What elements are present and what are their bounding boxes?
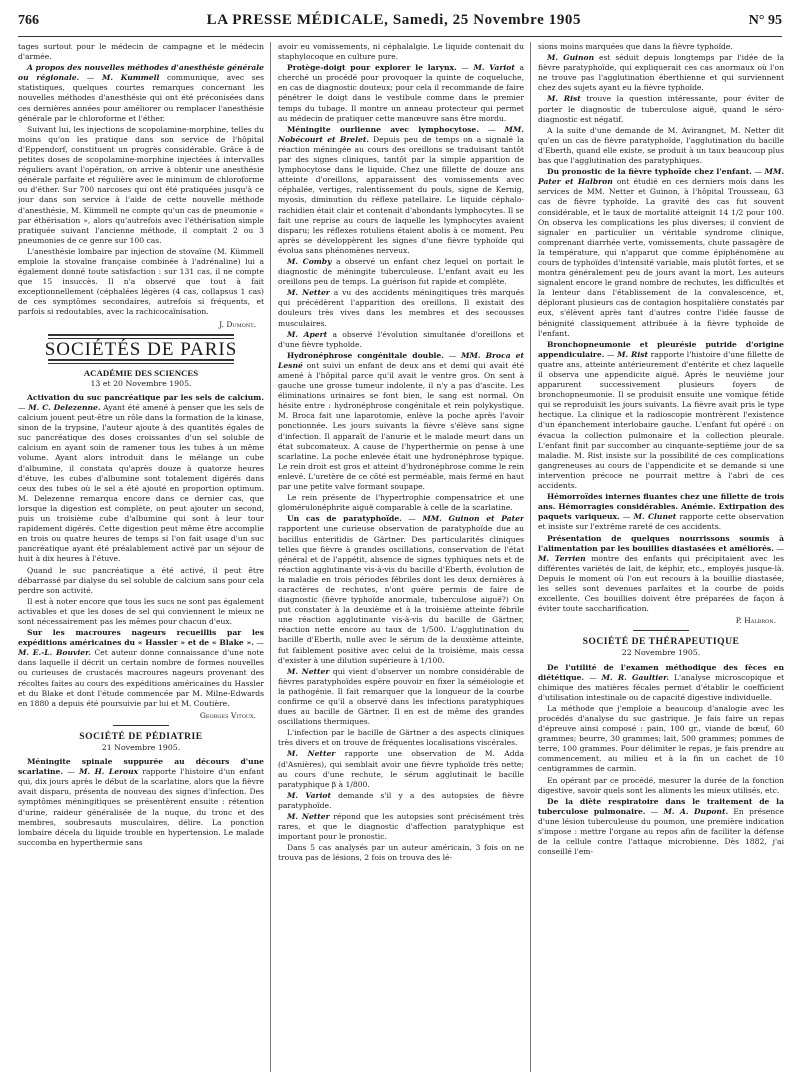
article-title: Méningite spinale suppurée au décours d'une scarlatine. [18,757,264,777]
paragraph [278,257,524,287]
article-title: Protège-doigt pour explorer le larynx. [287,63,457,73]
author: M. H. Leroux [79,767,139,777]
author: M. Comby [287,256,332,266]
society-heading: SOCIÉTÉ DE PÉDIATRIE [79,730,203,742]
article-text: a vu des accidents méningitiques très marqués qui précédèrent l'apparition des oreillons. Il existait des douleurs très vives dans les membres et des secousses musculaires. [278,288,524,328]
society-heading: ACADÉMIE DES SCIENCES [83,367,199,378]
article-text: est séduit depuis longtemps par l'idée de la fièvre paratyphoïde, qui expliquerait ces cas anormaux où l'on ne trouve pas l'agglutination éberthienne et qui surviennent chez des sujets ayant eu la fièvre typhoïde. [538,53,784,93]
author: M. A. Dupont. [663,806,729,816]
paragraph: A propos des nouvelles méthodes d'anesthésie générale ou régionale. — M. Kummell communique, avec ses statistiques, quelques courtes remarques concernant les nouvelles méthodes d'anesthésie qui ont été préconisées dans ces dernières années pour améliorer ou remplacer l'anesthésie générale par le chloroforme et l'éther. [18,63,264,123]
issue-number: N° 95 [748,13,782,28]
author: M. Netter [287,749,336,759]
article-text: a observé l'évolution simultanée d'oreillons et d'une fièvre typhoïde. [278,329,524,349]
paragraph: Un cas de paratyphoïde. — MM. Guinon et Pater rapportent une curieuse observation de paratyphoïde due au bacillus enteritidis de Gärtner. Des particularités cliniques telles que fièvre à grandes oscillations, conservation de l'état général et de l'appétit, absence de signes typhiques nets et de réaction agglutinante vis-à-vis du bacille d'Eberth, évolution de la maladie en trois périodes fébriles dont les deux dernières à caractères de rechutes, n'ont guère permis de faire de diagnostic (fièvre typhoïde anormale, tuberculose aiguë?) On put constater à la deuxième et à la troisième atteinte fébrile une réaction agglutinante vis-à-vis du bacille de Gärtner, réaction nette encore au taux de 1/500. L'agglutination du bacille d'Eberth, nulle avec le sérum de la deuxième atteinte, fut faiblement positive avec celui de la troisième, mais cessa d'exister à une dilution supérieure à 1/100. [278,514,524,665]
column-separator [270,42,271,1072]
article-text: a observé un enfant chez lequel on portait le diagnostic de méningite tuberculeuse. L'enfant avait eu les oreillons peu de temps. La guérison fut rapide et complète. [278,256,524,287]
paragraph: Suivant lui, les injections de scopolamine-morphine, telles du moins qu'on les pratique dans son service de l'hôpital d'Eppendorf, constituent un progrès considérable. Grâce à de petites doses de scopolamine-morphine injectées à intervalles réguliers avant l'opération, on arrive à obtenir une anesthésie générale parfaite et régulière avec le minimum de chloroforme ou d'éther. Sur 700 narcoses qui ont été pratiquées jusqu'à ce jour dans son service à l'aide de cette nouvelle méthode d'anesthésie, M. Kümmell ne compte qu'un cas de pneumonie « par éthérisation », alors qu'autrefois avec l'éthérisation simple pratiquée suivant l'ancienne méthode, il comptait 2 ou 3 pneumonies de ce genre sur 100 cas. [18,124,264,245]
paragraph: Le rein présente de l'hypertrophie compensatrice et une glomérulonéphrite aiguë comparable à celle de la scarlatine. [278,493,524,513]
article-title: Méningite ourlienne avec lymphocytose. [287,124,479,134]
paragraph: tages surtout pour le médecin de campagne et le médecin d'armée. [18,42,264,62]
section-divider [48,334,234,339]
paragraph: De l'utilité de l'examen méthodique des fèces en diététique. — M. R. Gaultier. L'analyse microscopique et chimique des matières fécales permet d'établir le coefficient d'utilisation intestinale ou de capacité digestive individuelle. [538,662,784,702]
author: M. Netter [287,666,330,676]
article-text: Ayant été amené à penser que les sels de calcium jouent peut-être un rôle dans la formation de la kinase, sinon de la trypsine, l'auteur ajoute à des quantités égales de suc pancréatique des doses croissantes d'un sel soluble de calcium en ayant soin de ramener tous les tubes à un même volume. Ayant alors introduit dans le mélange un cube d'albumine, il constata qu'après douze à quatorze heures d'étuve, les cubes d'albumine sont totalement digérés dans ceux des tubes où le sel a été ajouté en proportion optimum. M. Delezenne remarqua encore dans ce dernier cas, que lorsque la digestion est complète, on peut ajouter un second, puis un troisième cube d'albumine qui sont à leur tour rapidement digérés. Cette digestion peut même être accomplie en trois ou quatre heures de temps si l'on fait usage d'un suc pancréatique ayant été préalablement activé par un séjour de huit à dix heures à l'étuve. [18,403,264,564]
article-text: trouve la question intéressante, pour éviter de porter le diagnostic de tuberculose aiguë, quand le séro-diagnostic est négatif. [538,94,784,124]
page-header [18,12,782,34]
paragraph [278,330,524,350]
article-text: rapporte une observation de M. Adda (d'Asnières), qui semblait avoir une fièvre typhoïde très nette; au cours d'une rechute, le sérum agglutinait le bacille paratyphique β à 1/800. [278,749,524,789]
paragraph: Hémorroïdes internes fluantes chez une fillette de trois ans. Hémorragies considérables. Anémie. Extirpation des paquets variqueux. — M. Clunet rapporte cette observation et insiste sur l'extrême rareté de ces accidents. [538,492,784,532]
signature: J. Dumont. [219,319,256,329]
paragraph: avoir eu vomissements, ni céphalalgie. Le liquide contenait du staphylocoque en culture pure. [278,42,524,62]
paragraph [278,749,524,789]
article-title: Activation du suc pancréatique par les sels de calcium. [27,392,264,402]
author: MM. Guinon et Pater [422,514,524,524]
paragraph: Méningite spinale suppurée au décours d'une scarlatine. — M. H. Leroux rapporte l'histoire d'un enfant qui, dix jours après le début de la scarlatine, alors que la fièvre avait disparu, présenta de nouveau des signes d'infection. Des symptômes méningitiques se présentèrent ensuite : rétention d'urine, raideur généralisée de la nuque, du tronc et des membres, soubresauts musculaires, délire. La ponction lombaire décela du liquide trouble en hypertension. Le malade succomba en hyperthermie sans [18,757,264,847]
paragraph: Dans 5 cas analysés par un auteur américain, 3 fois on ne trouva pas de lésions, 2 fois on trouva des lé- [278,843,524,863]
author: M. Kummell [101,73,160,83]
paragraph: Sur les macroures nageurs recueillis par les expéditions américaines du « Hassler » et de « Blake ». — M. E.-L. Bouvier. Cet auteur donne connaissance d'une note dans laquelle il décrit un certain nombre de formes nouvelles ou curieuses de crustacés macroures nageurs provenant des récoltes faites au cours des expéditions américaines du Hassler et du Blake et dont l'étude commencée par M. Milne-Edwards en 1880 a depuis été poursuivie par lui et M. Coutière. [18,628,264,708]
paragraph [278,288,524,328]
paragraph: Quand le suc pancréatique a été activé, il peut être débarrassé par dialyse du sel soluble de calcium sans pour cela perdre son activité. [18,565,264,595]
paragraph: A la suite d'une demande de M. Avirangnet, M. Netter dit qu'en un cas de fièvre paratyphoïde, l'agglutination du bacille d'Eberth, quand elle existe, se produit à un taux beaucoup plus bas que l'agglutination des paratyphiques. [538,125,784,166]
paragraph: Activation du suc pancréatique par les sels de calcium. — M. C. Delezenne. Ayant été amené à penser que les sels de calcium jouent peut-être un rôle dans la formation de la kinase, sinon de la trypsine, l'auteur ajoute à des quantités égales de suc pancréatique des doses croissantes d'un sel soluble de calcium en ayant soin de ramener tous les tubes à un même volume. Ayant alors introduit dans le mélange un cube d'albumine, il constata qu'après douze à quatorze heures d'étuve, les cubes d'albumine sont totalement digérés dans ceux des tubes où le sel a été ajouté en proportion optimum. M. Delezenne remarqua encore dans ce dernier cas, que lorsque la digestion est complète, on peut ajouter un second, puis un troisième cube d'albumine qui sont à leur tour rapidement digérés. Cette digestion peut même être accomplie en trois ou quatre heures de temps si l'on fait usage d'un suc pancréatique ayant été préalablement activé par un séjour de huit à dix heures à l'étuve. [18,392,264,564]
article-title: De la diète respiratoire dans le traitement de la tuberculose pulmonaire. [538,796,784,816]
column-1 [18,42,264,1077]
article-text: ont étudié en ces derniers mois dans les services de MM. Netter et Guinon, à l'hôpital Trousseau, 63 cas de fièvre typhoïde. La gravité des cas fut souvent considérable, et le taux de mortalité atteignit 14 1/2 pour 100. On observa les complications les plus diverses; il convient de signaler en particulier un véritable syndrome clinique, comprenant diarrhée verte, vomissements, chute passagère de la température, qui n'apparut que comme épiphénomène au cours de typhoïdes d'intensité variable, mais plutôt fortes, et se montra généralement peu de jours avant la mort. Les auteurs signalent encore le grand nombre de rechutes, les difficultés et la lenteur dans l'établissement de la convalescence, et, déplorant plusieurs cas de contagion hospitalière constatés par eux, s'élèvent après tant d'autres contre l'idée fausse de bénignité classiquement attribuée à la fièvre typhoïde de l'enfant. [538,177,784,338]
author: M. Netter [287,812,330,822]
paragraph: De la diète respiratoire dans le traitement de la tuberculose pulmonaire. — M. A. Dupont. En présence d'une lésion tuberculeuse du poumon, une première indication s'impose : mettre l'organe au repos afin de faciliter la défense de la cellule contre l'attaque microbienne. Dès 1882, j'ai conseillé l'em- [538,796,784,857]
author: M. Rist [617,349,648,359]
paragraph [278,791,524,811]
session-date: 13 et 20 Novembre 1905. [90,378,192,388]
divider [113,725,169,726]
paragraph: Bronchopneumonie et pleurésie putride d'origine appendiculaire. — M. Rist rapporte l'histoire d'une fillette de quatre ans, atteinte antérieurement d'entérite et chez laquelle il observa une appendicite aiguë. Après le neuvième jour apparurent successivement plusieurs foyers de bronchopneumonie. Il se produisit ensuite une vomique fétide qui se reproduisit les jours suivants. La fièvre avait pris le type hectique. La clinique et la radioscopie montrèrent l'existence d'un épanchement interlobaire gauche. L'enfant fut opéré : on évacua la collection pulmonaire et la collection pleurale. L'enfant finit par succomber au cinquante-septième jour de sa maladie. M. Rist insiste sur la possibilité de ces complications gangreneuses au cours de l'appendicite et se demande si une intervention précoce ne pourrait mettre à l'abri de ces accidents. [538,339,784,491]
paragraph: L'anesthésie lombaire par injection de stovaïne (M. Kümmell emploie la stovaïne française combinée à l'adrénaline) lui a également donné toute satisfaction : sur 131 cas, il ne compte que 15 insuccès. Il n'a observé que tout à fait exceptionnellement (céphalées légères (4 cas, collapsus 1 cas) de ces symptômes secondaires, autrefois si fréquents, et parfois si redoutables, avec la rachicocaïnisation. [18,246,264,317]
author: M. Variot [473,63,515,73]
author: M. Variot [287,790,331,800]
article-title: Du pronostic de la fièvre typhoïde chez l'enfant. [547,167,752,177]
signature: Georges Vitoux. [199,710,256,720]
article-text: ont suivi un enfant de deux ans et demi qui avait été amené à l'hôpital parce qu'il avait le ventre gros. On sent à gauche une grosse tumeur indolente, il n'y a pas d'ascite. Les éliminations urinaires se font bien, le sang est normal. On hésite entre : hydronéphrose congénitale et rein polykystique. M. Broca fait une laparotomie, enlève la poche après l'avoir ponctionnée. Les jours suivants la fièvre s'élève sans signe d'infection. Il apparaît de l'anurie et le malade meurt dans un état subcomateux. A cause de l'hyperthermie on pense à une scarlatine. La poche enlevée était une hydronéphrose typique. Le rein droit est gros et atteint d'hydronéphrose comme le rein enlevé. L'uretère de ce côté est perméable, mais fermé en haut par une petite valve formant soupape. [278,360,524,492]
article-title: A propos des nouvelles méthodes d'anesthésie générale ou régionale. [18,63,264,83]
paragraph: La méthode que j'emploie a beaucoup d'analogie avec les procédés d'analyse du suc gastrique. Je fais faire un repas d'épreuve ainsi composé : pain, 100 gr., viande de bœuf, 60 grammes; beurre, 30 grammes; lait, 500 grammes; pommes de terre, 100 grammes. Pour délimiter le repas, je fais prendre au commencement, au milieu et à la fin un cachet de 10 centigrammes de carmin. [538,703,784,774]
society-heading: SOCIÉTÉ DE THÉRAPEUTIQUE [582,636,740,648]
article-title: Présentation de quelques nourrissons soumis à l'alimentation par les bouillies diastasées et améliorés. [538,533,784,553]
paragraph: sions moins marquées que dans la fièvre typhoïde. [538,42,733,51]
paragraph: Protège-doigt pour explorer le larynx. — M. Variot a cherché un procédé pour provoquer la quinte de coqueluche, en cas de diagnostic douteux; pour cela il recommande de faire pénétrer le doigt dans le vestibule comme dans le premier temps du tubage. Il montre un anneau protecteur qui permet au médecin de pratiquer cette manœuvre sans être mordu. [278,63,524,123]
section-heading: SOCIÉTÉS DE PARIS [44,338,238,360]
article-text: demande s'il y a des autopsies de fièvre paratyphoïde. [278,790,524,810]
paragraph: Il est à noter encore que tous les sucs ne sont pas également activables et que les doses de sel qui conviennent le mieux ne sont nécessairement pas les mêmes pour chacun d'eux. [18,596,264,626]
article-text: rapportent une curieuse observation de paratyphoïde due au bacillus enteritidis de Gärtner. Des particularités cliniques telles que fièvre à grandes oscillations, conservation de l'état général et de l'appétit, absence de signes typhiques nets et de réaction agglutinante vis-à-vis du bacille d'Eberth, évolution de la maladie en trois périodes fébriles dont les deux dernières à caractères de rechutes, n'ont guère permis de faire de diagnostic (fièvre typhoïde anormale, tuberculose aiguë?) On put constater à la deuxième et à la troisième atteinte fébrile une réaction agglutinante vis-à-vis du bacille de Gärtner, réaction nette encore au taux de 1/500. L'agglutination du bacille d'Eberth, nulle avec le sérum de la deuxième atteinte, fut faiblement positive avec celui de la troisième, mais cessa d'exister à une dilution supérieure à 1/100. [278,524,524,665]
author: M. Apert [287,329,328,339]
author: MM. Nobécourt et Brelet. [278,124,524,144]
article-title: Bronchopneumonie et pleurésie putride d'origine appendiculaire. [538,339,784,359]
article-title: Hémorroïdes internes fluantes chez une fillette de trois ans. Hémorragies considérables. Anémie. Extirpation des paquets variqueux. [538,492,784,522]
session-date: 21 Novembre 1905. [101,743,181,752]
article-text: répond que les autopsies sont précisément très rares, et que le diagnostic d'affection paratyphique est important pour le pronostic. [278,812,524,842]
article-text: L'analyse microscopique et chimique des matières fécales permet d'établir le coefficient d'utilisation intestinale ou de capacité digestive individuelle. [538,672,784,702]
author: MM. Pater et Halbron [538,167,784,187]
author: M. Guinon [547,53,595,63]
article-title: Hydronéphrose congénitale double. [287,350,444,360]
article-text: rapporte cette observation et insiste sur l'extrême rareté de ces accidents. [538,512,784,532]
article-text: Cet auteur donne connaissance d'une note dans laquelle il décrit un certain nombre de formes nouvelles ou curieuses de crustacés macroures nageurs provenant des récoltes faites au cours des expéditions américaines du Hassler et du Blake et dont l'étude commencée par M. Milne-Edwards en 1880 a depuis été poursuivie par lui et M. Coutière. [18,648,264,708]
paragraph [538,94,784,124]
column-2 [278,42,524,1077]
paragraph: En opérant par ce procédé, mesurer la durée de la fonction digestive, savoir quels sont les aliments les mieux utilisés, etc. [538,775,784,795]
article-text: a cherché un procédé pour provoquer la quinte de coqueluche, en cas de diagnostic douteux; pour cela il recommande de faire pénétrer le doigt dans le vestibule comme dans le premier temps du tubage. Il montre un anneau protecteur qui permet au médecin de pratiquer cette manœuvre sans être mordu. [278,63,524,123]
column-separator [530,42,531,1072]
journal-title: LA PRESSE MÉDICALE, Samedi, 25 Novembre 1905 [206,12,582,28]
divider [633,630,689,631]
paragraph: Présentation de quelques nourrissons soumis à l'alimentation par les bouillies diastasées et améliorés. — M. Terrien montre des enfants qui précipitaient avec les différentes variétés de lait, de képhir, etc., employés jusque-là. Depuis le moment où l'on eut recours à la bouillie diastasée, les selles sont devenues parfaites et la courbe de poids excellente. Ces bouillies doivent être préparées de façon à éviter toute saccharification. [538,533,784,614]
paragraph [278,812,524,842]
column-3 [538,42,784,1077]
author: M. Netter [287,288,330,298]
article-text: Depuis peu de temps on a signalé la réaction méningée au cours des oreillons se traduisant tantôt par des signes cliniques, tantôt par la simple apparition de lymphocytose dans le liquide. Chez une fillette de douze ans atteinte d'oreillons, apparaissent des vomissements avec céphalée, vertiges, ralentissement du pouls, signe de Kernig, myosis, diminution du réflexe patellaire. Le liquide céphalo-rachidien était clair et contenait d'abondants lymphocytes. Il se fait une reprise au cours de laquelle les lymphocytes avaient disparu; les réflexes rotuliens étaient abolis à ce moment. Peu après se développèrent les signes d'une fièvre typhoïde qui évolua sans phénomènes nerveux. [278,134,524,255]
article-text: rapporte l'histoire d'un enfant qui, dix jours après le début de la scarlatine, alors que la fièvre avait disparu, présenta de nouveau des signes d'infection. Des symptômes méningitiques se présentèrent ensuite : rétention d'urine, raideur généralisée de la nuque, du tronc et des membres, soubresauts musculaires, délire. La ponction lombaire décela du liquide trouble en hypertension. Le malade succomba en hyperthermie sans [18,767,264,847]
paragraph [538,53,784,93]
paragraph: Hydronéphrose congénitale double. — MM. Broca et Lesné ont suivi un enfant de deux ans et demi qui avait été amené à l'hôpital parce qu'il avait le ventre gros. On sent à gauche une grosse tumeur indolente, il n'y a pas d'ascite. Les éliminations urinaires se font bien, le sang est normal. On hésite entre : hydronéphrose congénitale et rein polykystique. M. Broca fait une laparotomie, enlève la poche après l'avoir ponctionnée. Les jours suivants la fièvre s'élève sans signe d'infection. Il apparaît de l'anurie et le malade meurt dans un état subcomateux. A cause de l'hyperthermie on pense à une scarlatine. La poche enlevée était une hydronéphrose typique. Le rein droit est gros et atteint d'hydronéphrose comme le rein enlevé. L'uretère de ce côté est perméable, mais fermé en haut par une petite valve formant soupape. [278,350,524,492]
article-text: communique, avec ses statistiques, quelques courtes remarques concernant les nouvelles méthodes d'anesthésie qui ont été préconisées dans ces dernières années pour améliorer ou remplacer l'anesthésie générale par le chloroforme et l'éther. [18,73,264,123]
paragraph [278,667,524,728]
author: M. Clunet [633,512,677,522]
header-rule [18,36,782,37]
paragraph: Méningite ourlienne avec lymphocytose. — MM. Nobécourt et Brelet. Depuis peu de temps on a signalé la réaction méningée au cours des oreillons se traduisant tantôt par des signes cliniques, tantôt par la simple apparition de lymphocytose dans le liquide. Chez une fillette de douze ans atteinte d'oreillons, apparaissent des vomissements avec céphalée, vertiges, ralentissement du pouls, signe de Kernig, myosis, diminution du réflexe patellaire. Le liquide céphalo-rachidien était clair et contenait d'abondants lymphocytes. Il se fait une reprise au cours de laquelle les lymphocytes avaient disparu; les réflexes rotuliens étaient abolis à ce moment. Peu après se développèrent les signes d'une fièvre typhoïde qui évolua sans phénomènes nerveux. [278,124,524,255]
article-text: qui vient d'observer un nombre considérable de fièvres paratyphoïdes espère pouvoir en fixer la séméiologie et la pathogénie. Il fait remarquer que la longueur de la courbe confirme ce qu'il a observé dans les infections paratyphiques dues au bacille de Gärtner. Il en est de même des grandes oscillations thermiques. [278,666,524,727]
author: M. R. Gaultier. [601,672,670,682]
page-number: 766 [18,13,39,28]
article-title: Sur les macroures nageurs recueillis par les expéditions américaines du « Hassler » et de « Blake ». [18,628,264,648]
article-text: montre des enfants qui précipitaient avec les différentes variétés de lait, de képhir, etc., employés jusque-là. Depuis le moment où l'on eut recours à la bouillie diastasée, les selles sont devenues parfaites et la courbe de poids excellente. Ces bouillies doivent être préparées de façon à éviter toute saccharification. [538,553,784,614]
article-title: De l'utilité de l'examen méthodique des fèces en diététique. [538,662,784,682]
author: M. Terrien [538,553,586,563]
paragraph: Du pronostic de la fièvre typhoïde chez l'enfant. — MM. Pater et Halbron ont étudié en ces derniers mois dans les services de MM. Netter et Guinon, à l'hôpital Trousseau, 63 cas de fièvre typhoïde. La gravité des cas fut souvent considérable, et le taux de mortalité atteignit 14 1/2 pour 100. On observa les complications les plus diverses; il convient de signaler en particulier un véritable syndrome clinique, comprenant diarrhée verte, vomissements, chute passagère de la température, qui n'apparut que comme épiphénomène au cours de typhoïdes d'intensité variable, mais plutôt fortes, et se montra généralement peu de jours avant la mort. Les auteurs signalent encore le grand nombre de rechutes, les difficultés et la lenteur dans l'établissement de la convalescence, et, déplorant plusieurs cas de contagion hospitalière constatés par eux, s'élèvent après tant d'autres contre l'idée fausse de bénignité classiquement attribuée à la fièvre typhoïde de l'enfant. [538,167,784,338]
article-text: rapporte l'histoire d'une fillette de quatre ans, atteinte antérieurement d'entérite et chez laquelle il observa une appendicite aiguë. Après le neuvième jour apparurent successivement plusieurs foyers de bronchopneumonie. Il se produisit ensuite une vomique fétide qui se reproduisit les jours suivants. La fièvre avait pris le type hectique. La clinique et la radioscopie montrèrent l'existence d'un épanchement interlobaire gauche. L'enfant fut opéré : on évacua la collection pulmonaire et la collection pleurale. L'enfant finit par succomber au cinquante-septième jour de sa maladie. M. Rist insiste sur la possibilité de ces complications gangreneuses au cours de l'appendicite et se demande si une intervention précoce ne pourrait mettre à l'abri de ces accidents. [538,349,784,491]
article-text: En présence d'une lésion tuberculeuse du poumon, une première indication s'impose : mettre l'organe au repos afin de faciliter la défense de la cellule contre l'attaque microbienne. Dès 1882, j'ai conseillé l'em- [538,806,784,857]
author: M. C. Delezenne. [28,403,101,412]
author: M. E.-L. Bouvier. [18,648,92,658]
author: M. Rist [547,94,581,104]
author: MM. Broca et Lesné [278,350,524,370]
session-date: 22 Novembre 1905. [621,648,701,658]
signature: P. Halbron. [735,616,776,626]
paragraph: L'infection par le bacille de Gärtner a des aspects cliniques très divers et on trouve de fréquentes localisations viscérales. [278,728,524,748]
article-title: Un cas de paratyphoïde. [287,514,402,524]
